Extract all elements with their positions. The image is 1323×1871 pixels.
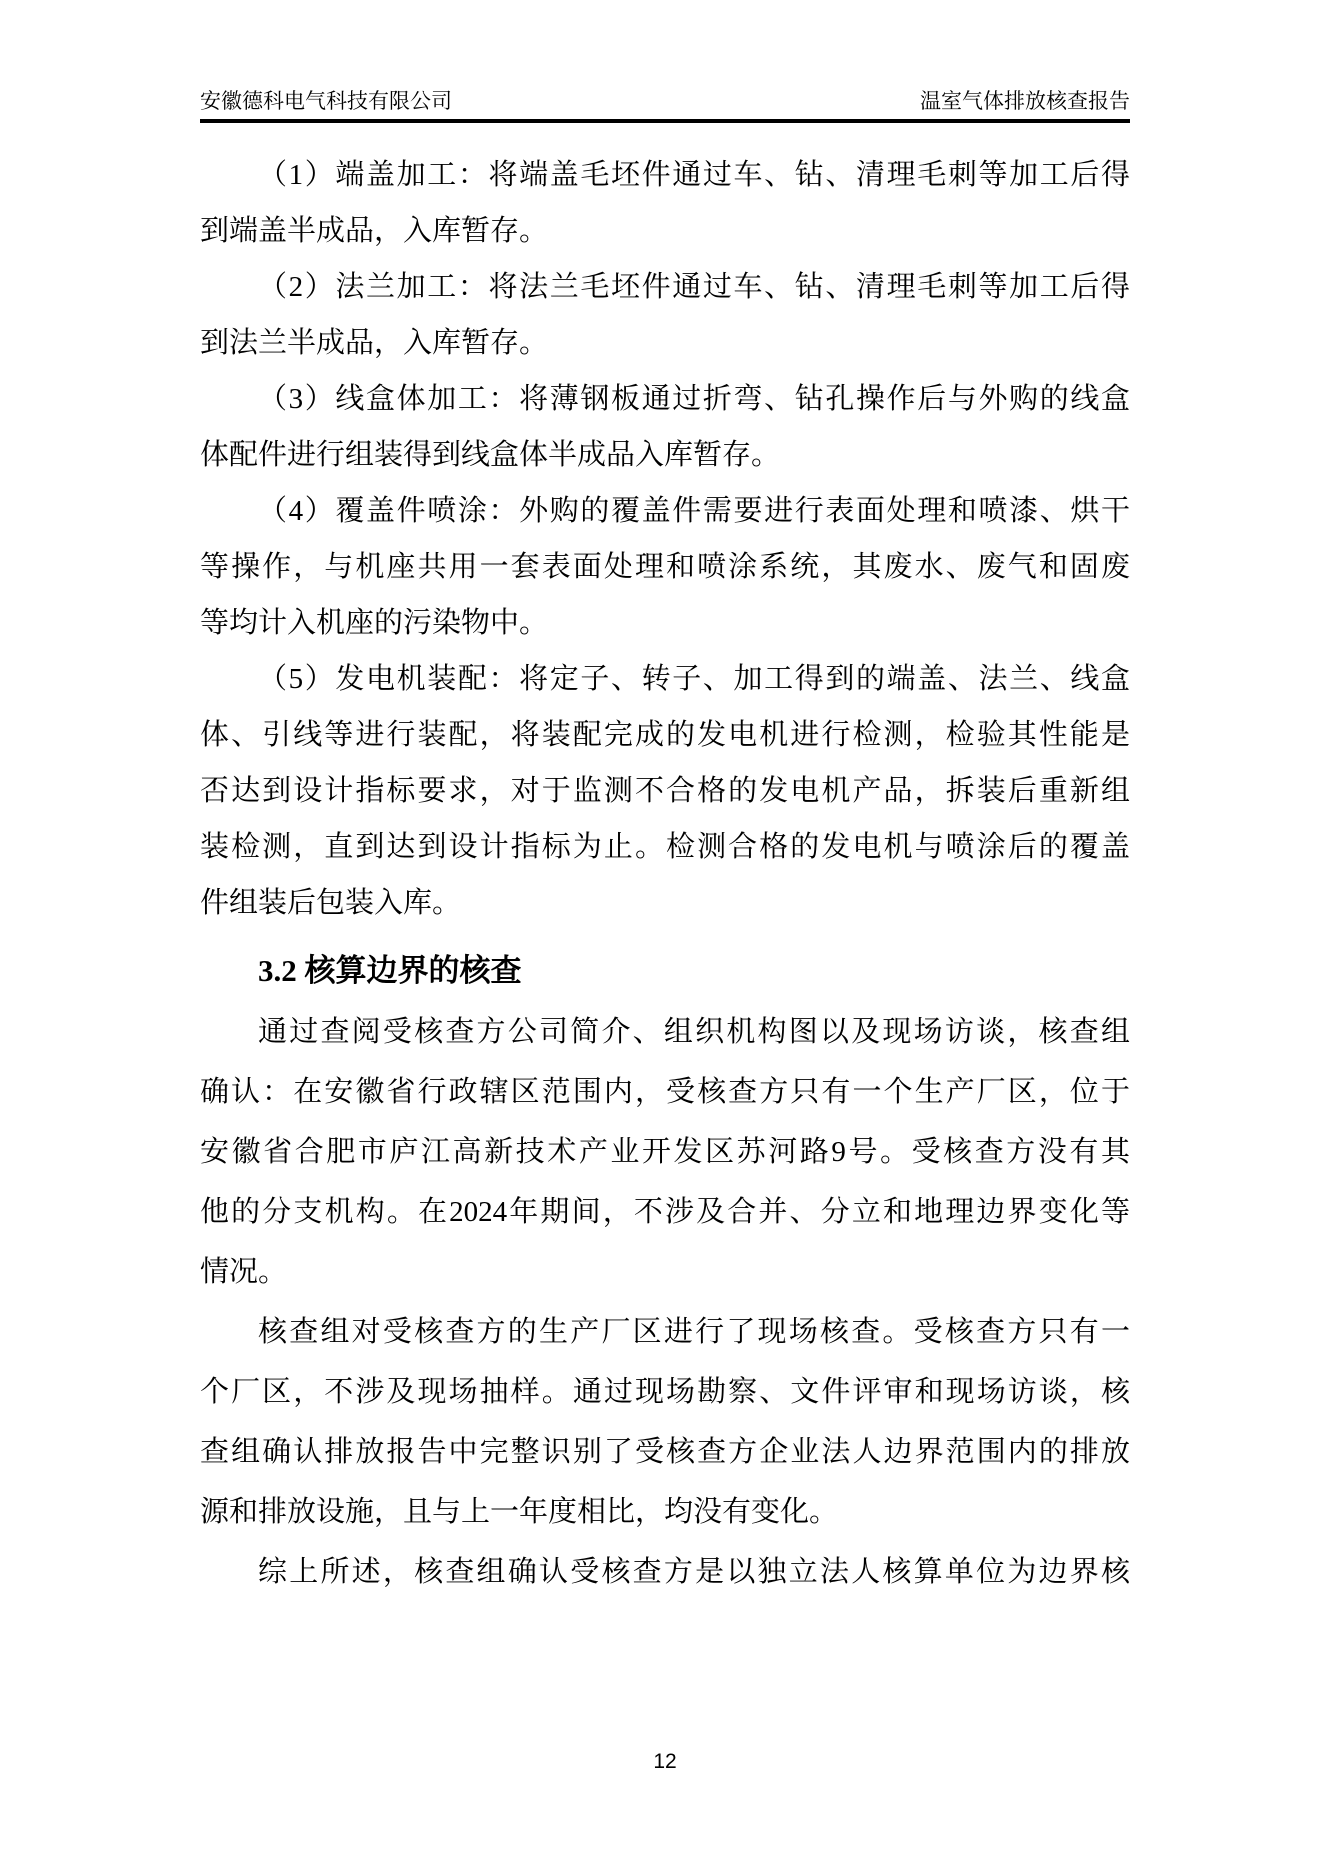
- paragraph: [200, 147, 1130, 259]
- text-line: 件组装后包装入库。: [200, 887, 462, 919]
- text-line: （4）覆盖件喷涂：外购的覆盖件需要进行表面处理和喷漆、烘干: [258, 495, 1130, 527]
- text-line: 到端盖半成品，入库暂存。: [200, 215, 549, 247]
- boundary-verification: [200, 1002, 1130, 1602]
- paragraph: [200, 651, 1130, 931]
- text-line: 查组确认排放报告中完整识别了受核查方企业法人边界范围内的排放: [200, 1436, 1130, 1468]
- text-line: （2）法兰加工：将法兰毛坯件通过车、钻、清理毛刺等加工后得: [258, 271, 1130, 303]
- text-line: 到法兰半成品，入库暂存。: [200, 327, 549, 359]
- text-line: 他的分支机构。在2024年期间，不涉及合并、分立和地理边界变化等: [200, 1196, 1130, 1228]
- text-line: （1）端盖加工：将端盖毛坯件通过车、钻、清理毛刺等加工后得: [258, 159, 1130, 191]
- text-line: （3）线盒体加工：将薄钢板通过折弯、钻孔操作后与外购的线盒: [258, 383, 1130, 415]
- text-line: 通过查阅受核查方公司简介、组织机构图以及现场访谈，核查组: [258, 1016, 1130, 1048]
- production-process-steps: [200, 147, 1130, 931]
- paragraph: [200, 259, 1130, 371]
- text-line: 个厂区，不涉及现场抽样。通过现场勘察、文件评审和现场访谈，核: [200, 1376, 1130, 1408]
- text-line: 体、引线等进行装配，将装配完成的发电机进行检测，检验其性能是: [200, 719, 1130, 751]
- text-line: 源和排放设施，且与上一年度相比，均没有变化。: [200, 1496, 839, 1528]
- text-line: 体配件进行组装得到线盒体半成品入库暂存。: [200, 439, 781, 471]
- header-rule: [200, 119, 1130, 123]
- text-line: 否达到设计指标要求，对于监测不合格的发电机产品，拆装后重新组: [200, 775, 1130, 807]
- text-line: （5）发电机装配：将定子、转子、加工得到的端盖、法兰、线盒: [258, 663, 1130, 695]
- paragraph: [200, 1002, 1130, 1302]
- section-heading-number: 3.2: [258, 953, 305, 988]
- page-footer: [200, 1748, 1130, 1776]
- text-line: 安徽省合肥市庐江高新技术产业开发区苏河路9号。受核查方没有其: [200, 1136, 1130, 1168]
- document-body: [200, 147, 1130, 1602]
- text-line: 等操作，与机座共用一套表面处理和喷涂系统，其废水、废气和固废: [200, 551, 1130, 583]
- paragraph: [200, 483, 1130, 651]
- text-line: 情况。: [200, 1256, 288, 1288]
- section-heading: [200, 949, 1130, 993]
- text-line: 核查组对受核查方的生产厂区进行了现场核查。受核查方只有一: [258, 1316, 1130, 1348]
- paragraph: [200, 1302, 1130, 1542]
- paragraph: [200, 371, 1130, 483]
- text-line: 等均计入机座的污染物中。: [200, 607, 549, 639]
- page-number: 12: [653, 1750, 677, 1773]
- paragraph: [200, 1542, 1130, 1602]
- header-company: 安徽德科电气科技有限公司: [200, 89, 452, 113]
- page-header: [200, 84, 1130, 118]
- text-line: 装检测，直到达到设计指标为止。检测合格的发电机与喷涂后的覆盖: [200, 831, 1130, 863]
- section-heading-text: 核算边界的核查: [304, 953, 522, 988]
- header-report-title: 温室气体排放核查报告: [920, 89, 1130, 113]
- text-line: 确认：在安徽省行政辖区范围内，受核查方只有一个生产厂区，位于: [200, 1076, 1130, 1108]
- text-line: 综上所述，核查组确认受核查方是以独立法人核算单位为边界核: [258, 1556, 1130, 1588]
